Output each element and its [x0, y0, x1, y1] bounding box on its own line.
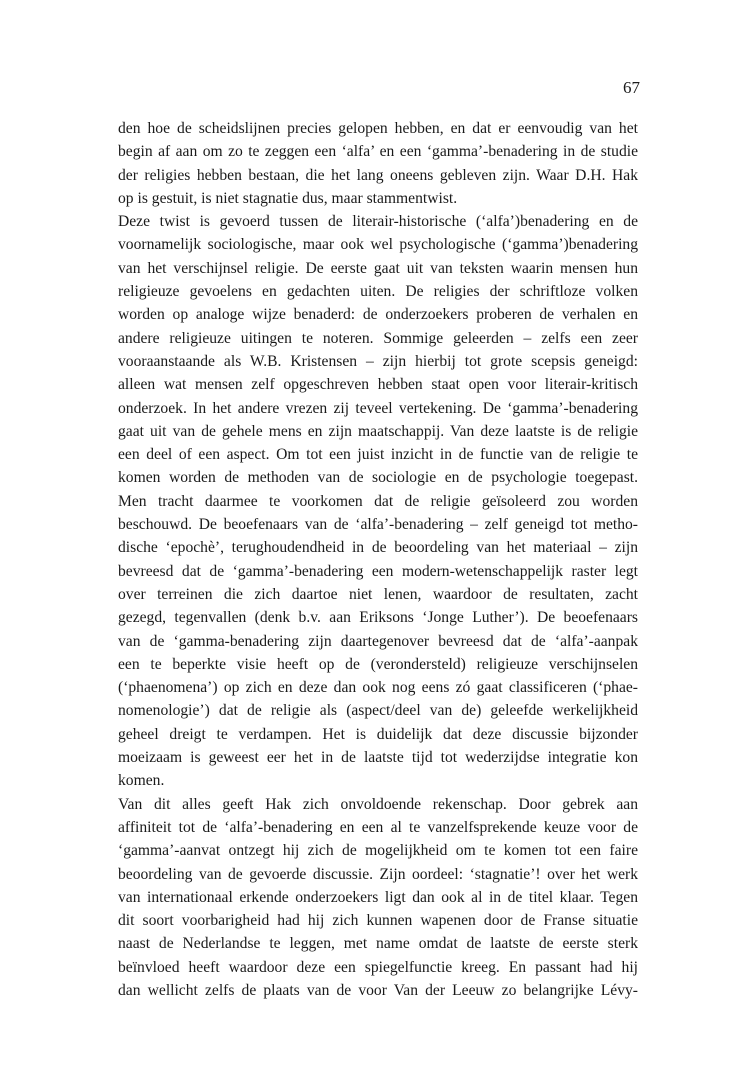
- text-line: andere religieuze uitingen te noteren. Sommige geleerden – zelfs een zeer: [118, 329, 638, 347]
- text-line: van de ‘gamma-benadering zijn daartegenover bevreesd dat de ‘alfa’-aanpak: [118, 632, 638, 650]
- text-line: dische ‘epochè’, terughoudendheid in de beoordeling van het materiaal – zijn: [118, 539, 638, 557]
- text-line: moeizaam is geweest eer het in de laatste tijd tot wederzijdse integratie kon: [118, 749, 638, 767]
- text-line: worden op analoge wijze benaderd: de onderzoekers proberen de verhalen en: [118, 306, 638, 324]
- text-line: den hoe de scheidslijnen precies gelopen hebben, en dat er eenvoudig van het: [118, 120, 638, 137]
- text-line: Deze twist is gevoerd tussen de literair-historische (‘alfa’)benadering en de: [118, 213, 638, 231]
- text-line: (‘phaenomena’) op zich en deze dan ook nog eens zó gaat classificeren (‘phae-: [118, 679, 638, 697]
- text-line: der religies hebben bestaan, die het lang oneens gebleven zijn. Waar D.H. Hak: [118, 166, 638, 184]
- text-line: van internationaal erkende onderzoekers ligt dan ook al in de titel klaar. Tegen: [118, 888, 638, 906]
- text-line: gezegd, tegenvallen (denk b.v. aan Eriksons ‘Jonge Luther’). De beoefenaars: [118, 609, 638, 627]
- text-line: alleen wat mensen zelf opgeschreven hebben staat open voor literair-kritisch: [118, 376, 638, 394]
- text-line: bevreesd dat de ‘gamma’-benadering een modern-wetenschappelijk raster legt: [118, 562, 638, 580]
- text-line: een te beperkte visie heeft op de (verondersteld) religieuze verschijnselen: [118, 655, 638, 673]
- text-line: beoordeling van de gevoerde discussie. Zijn oordeel: ‘stagnatie’! over het werk: [118, 865, 638, 883]
- text-line: dit soort voorbarigheid had hij zich kunnen wapenen door de Franse situatie: [118, 912, 638, 930]
- text-line: voornamelijk sociologische, maar ook wel psychologische (‘gamma’)benadering: [118, 236, 638, 254]
- text-line: nomenologie’) dat de religie als (aspect/deel van de) geleefde werkelijkheid: [118, 702, 638, 720]
- text-line: begin af aan om zo te zeggen een ‘alfa’ en een ‘gamma’-benadering in de studie: [118, 143, 638, 161]
- text-line: naast de Nederlandse te leggen, met name omdat de laatste de eerste sterk: [118, 935, 638, 953]
- text-line: op is gestuit, is niet stagnatie dus, maar stammentwist.: [118, 189, 458, 207]
- page-number: 67: [623, 78, 640, 97]
- text-line: onderzoek. In het andere vrezen zij teveel vertekening. De ‘gamma’-benadering: [118, 399, 638, 417]
- text-line: geheel dreigt te verdampen. Het is duidelijk dat deze discussie bijzonder: [118, 725, 638, 743]
- text-line: gaat uit van de gehele mens en zijn maatschappij. Van deze laatste is de religie: [118, 422, 638, 440]
- text-line: van het verschijnsel religie. De eerste gaat uit van teksten waarin mensen hun: [118, 259, 638, 277]
- text-line: een deel of een aspect. Om tot een juist inzicht in de functie van de religie te: [118, 446, 638, 464]
- body-text: [118, 117, 638, 1002]
- text-line: beschouwd. De beoefenaars van de ‘alfa’-benadering – zelf geneigd tot metho-: [118, 516, 638, 534]
- text-line: Van dit alles geeft Hak zich onvoldoende rekenschap. Door gebrek aan: [118, 795, 638, 813]
- text-line: ‘gamma’-aanvat ontzegt hij zich de mogelijkheid om te komen tot een faire: [118, 842, 638, 860]
- text-line: affiniteit tot de ‘alfa’-benadering en een al te vanzelfsprekende keuze voor de: [118, 818, 638, 836]
- text-line: dan wellicht zelfs de plaats van de voor Van der Leeuw zo belangrijke Lévy-: [118, 981, 638, 999]
- text-line: komen worden de methoden van de sociologie en de psychologie toegepast.: [118, 469, 638, 487]
- text-line: religieuze gevoelens en gedachten uiten. De religies der schriftloze volken: [118, 283, 638, 301]
- text-line: Men tracht daarmee te voorkomen dat de religie geïsoleerd zou worden: [118, 492, 638, 510]
- text-line: komen.: [118, 772, 165, 790]
- text-line: over terreinen die zich daartoe niet lenen, waardoor de resultaten, zacht: [118, 585, 638, 603]
- text-line: beïnvloed heeft waardoor deze een spiegelfunctie kreeg. En passant had hij: [118, 958, 638, 976]
- text-line: vooraanstaande als W.B. Kristensen – zijn hierbij tot grote scepsis geneigd:: [118, 352, 638, 370]
